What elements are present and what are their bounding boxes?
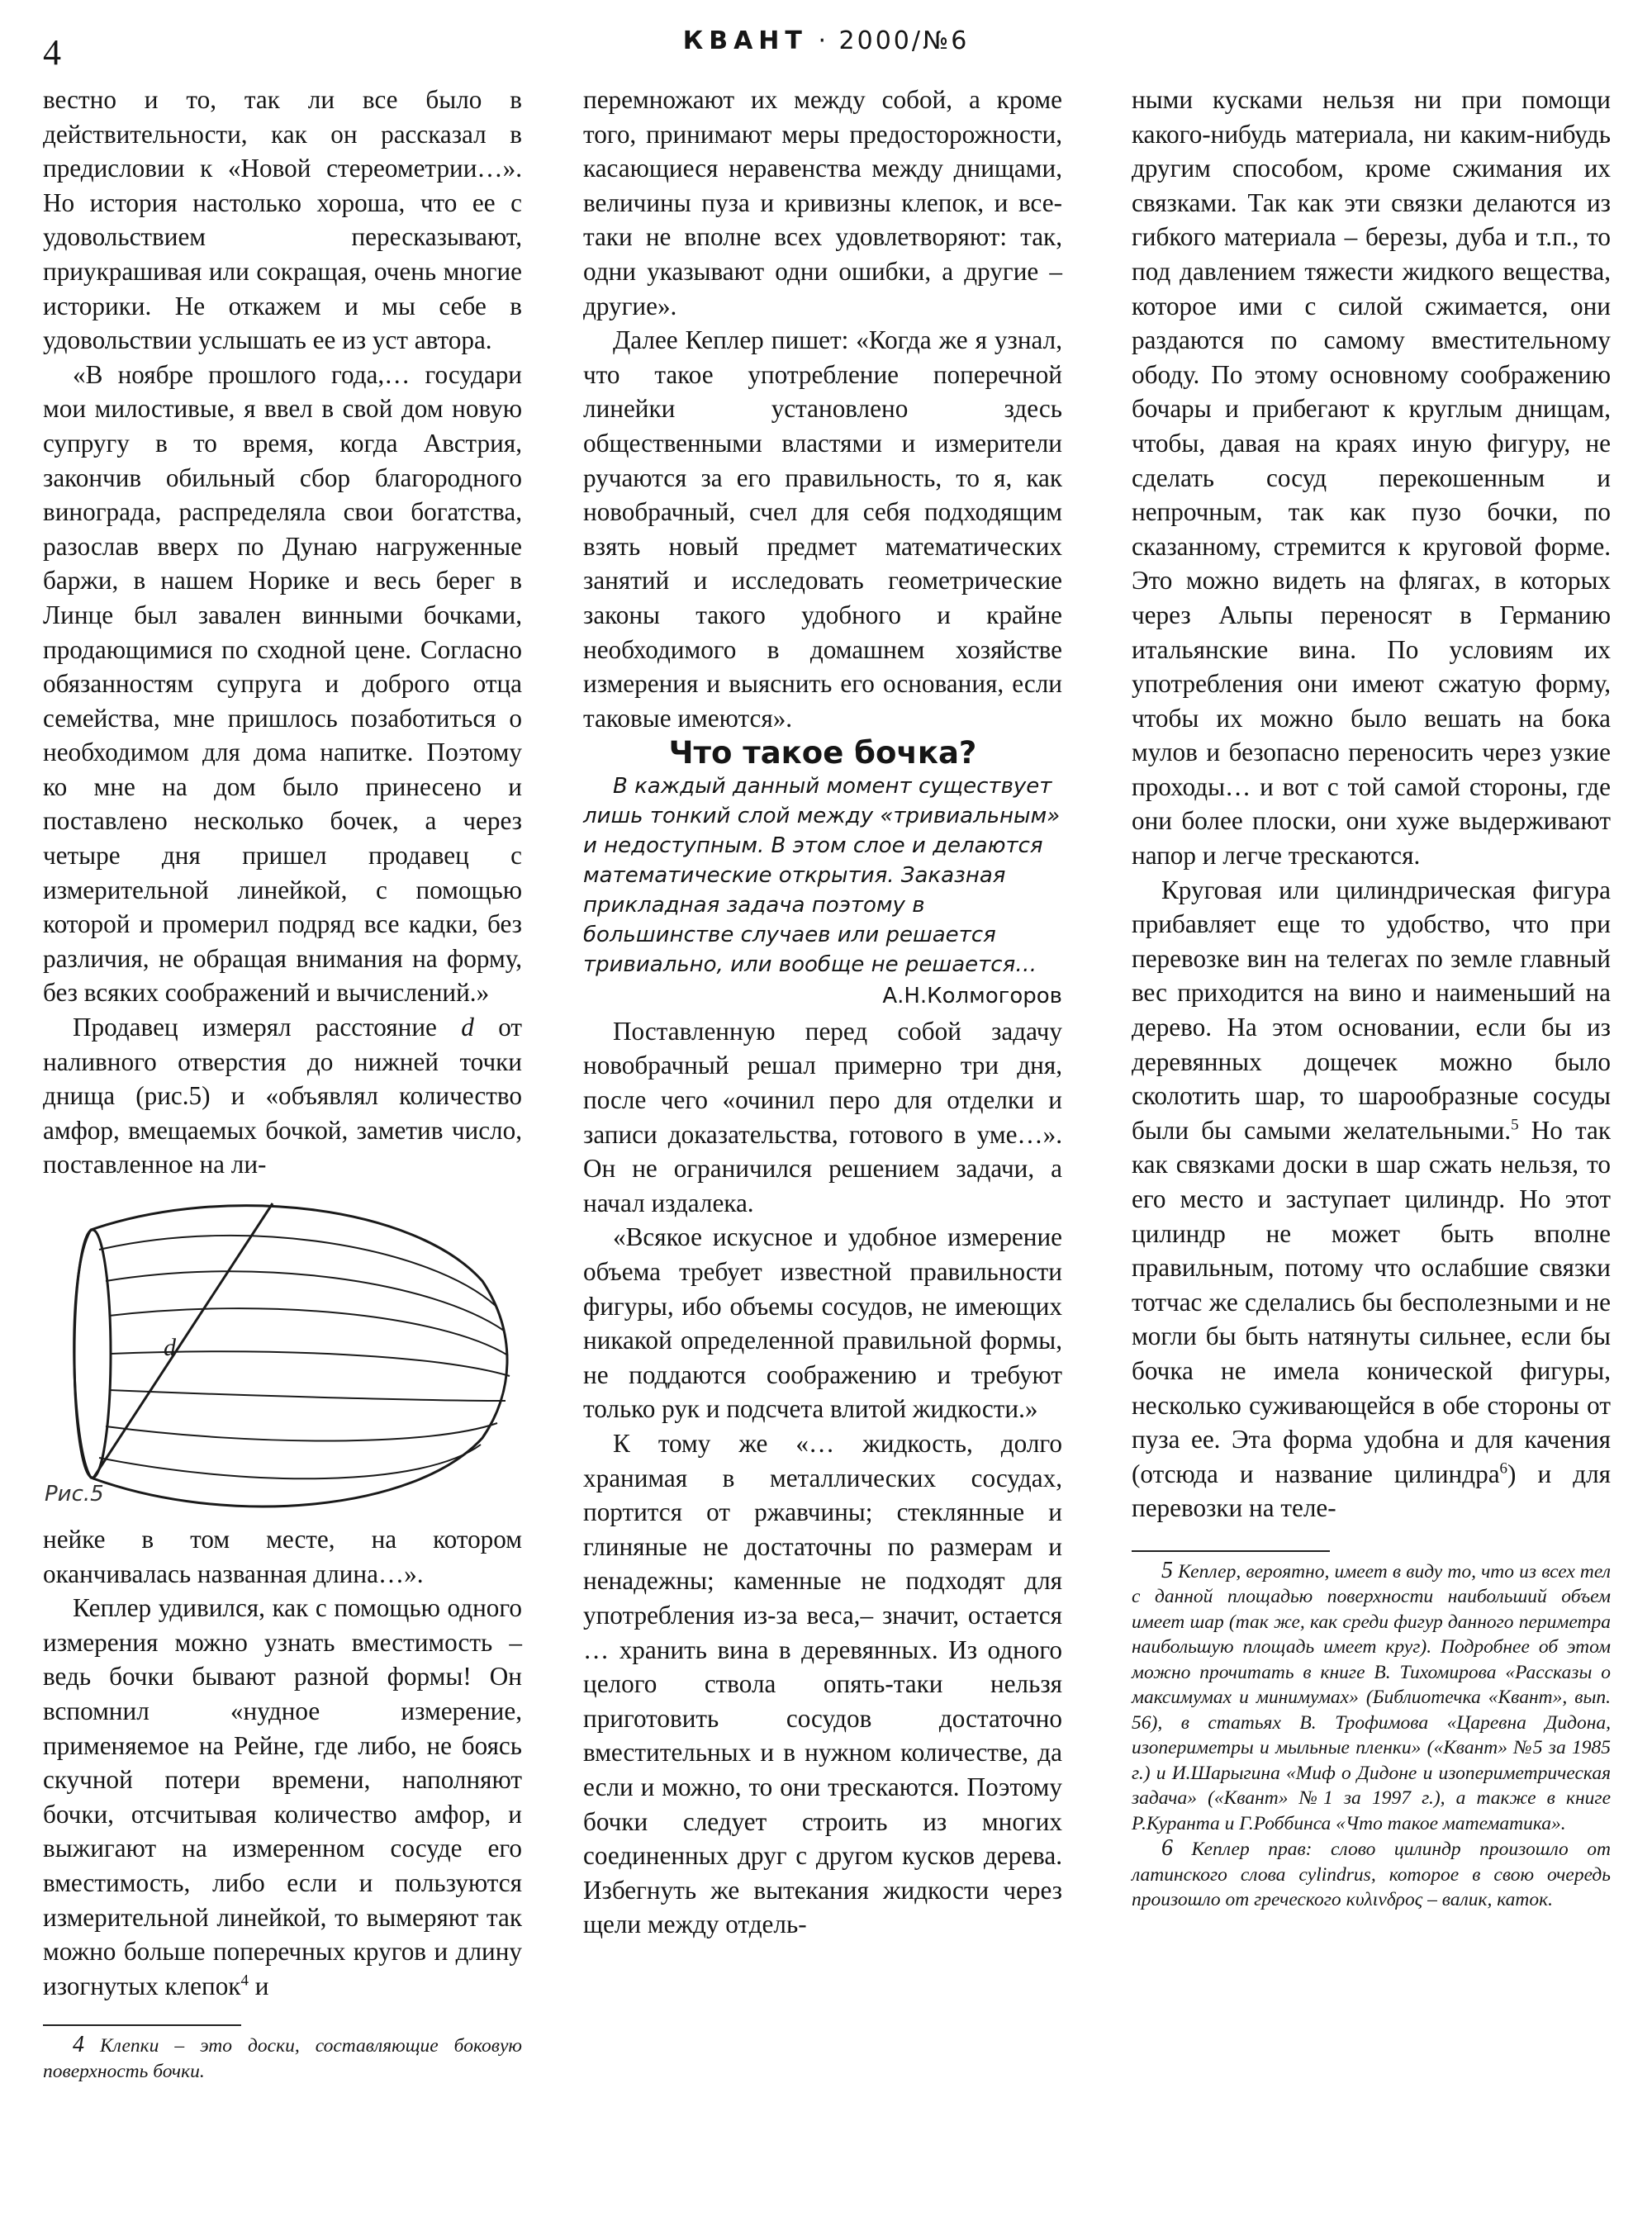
footnote-number: 6 bbox=[1161, 1835, 1173, 1862]
paragraph: Поставленную перед собой задачу новобрачный решал примерно три дня, после чего «очинил перо для отделки и записи доказательства, готового в уме…». Он не ограничился решением задачи, а начал издалека. bbox=[583, 1016, 1062, 1217]
paragraph-text: и bbox=[248, 1971, 269, 2000]
figure-caption: Рис.5 bbox=[45, 1482, 104, 1507]
issue-number: 2000/№6 bbox=[838, 26, 970, 55]
column-3 bbox=[1132, 83, 1611, 1913]
barrel-outline bbox=[74, 1206, 507, 1507]
footnote-number: 4 bbox=[73, 2032, 84, 2058]
header-separator: · bbox=[818, 26, 828, 55]
magazine-title: КВАНТ bbox=[682, 26, 808, 55]
footnote-number: 5 bbox=[1161, 1557, 1173, 1583]
epigraph: В каждый данный момент существует лишь тонкий слой между «тривиальным» и недоступным. В этом слое и делаются математические открытия. Заказная прикладная задача поэтому в большинстве случаев или решается тривиально, или вообще не решается… bbox=[583, 774, 1061, 978]
barrel-lid-ellipse bbox=[74, 1230, 111, 1478]
footnote-6 bbox=[1132, 1836, 1611, 1913]
footnote-text: Кеплер прав: слово цилиндр произошло от латинского слова cylindrus, которое в свою очередь произошло от греческого κυλινδρος – валик, каток. bbox=[1132, 1839, 1611, 1911]
paragraph-text: Но так как связками доски в шар сжать нельзя, то его место и заступает цилиндр. Но этот цилиндр не может быть вполне правильным, потому что ослабшие связки тотчас же сделались бы бесполезными и не могли бы быть натянуты сильнее, если бы бочка не имела конической фигуры, несколько суживающейся в обе стороны от пуза ее. Эта форма удобна и для качения (отсюда и название цилиндра bbox=[1132, 1115, 1611, 1488]
column-2 bbox=[583, 83, 1062, 1942]
paragraph: перемножают их между собой, а кроме того, принимают меры предосторожности, касающиеся неравенства между днищами, величины пуза и кривизны клепок, и все-таки не вполне всех удовлетворяют: так, одни указывают одни ошибки, а другие – другие». bbox=[583, 85, 1062, 320]
footnote-4 bbox=[43, 2033, 522, 2084]
footnote-rule bbox=[1132, 1550, 1330, 1552]
paragraph-text: Продавец измерял расстояние bbox=[73, 1013, 462, 1042]
paragraph: вестно и то, так ли все было в действительности, как он рассказал в предисловии к «Новой стереометрии…». Но история настолько хороша, что ее с удовольствием пересказывают, приукрашивая или сокращая, очень многие историки. Не откажем и мы себе в удовольствии услышать ее из уст автора. bbox=[43, 85, 522, 355]
paragraph-text: от наливного отверстия до нижней точки днища (рис.5) и «объявлял количество амфор, вмещаемых бочкой, заметив число, поставленное на ли- bbox=[43, 1013, 522, 1179]
barrel-stave bbox=[106, 1271, 504, 1331]
paragraph bbox=[43, 1591, 522, 2003]
paragraph bbox=[1132, 873, 1611, 1526]
paragraph-text: Круговая или цилиндрическая фигура прибавляет еще то удобство, что при перевозке вин на телегах по земле главный вес приходится на вино и наименьший на дерево. На этом основании, если бы из деревянных дощечек можно было сколотить шар, то шарообразные сосуды были бы самыми желательными. bbox=[1132, 875, 1611, 1145]
footnote-rule bbox=[43, 2024, 241, 2026]
paragraph: «Всякое искусное и удобное измерение объема требует известной правильности фигуры, ибо объемы сосудов, не имеющих никакой определенной правильной формы, не поддаются соображению и требуют только рук и подсчета влитой жидкости.» bbox=[583, 1222, 1062, 1424]
footnote-5 bbox=[1132, 1559, 1611, 1837]
footnote-ref-6: 6 bbox=[1499, 1459, 1508, 1478]
barrel-diagram bbox=[43, 1198, 522, 1512]
variable-d: d bbox=[461, 1013, 474, 1042]
section-heading: Что такое бочка? bbox=[668, 735, 977, 771]
barrel-stave bbox=[106, 1423, 497, 1441]
figure-label-d: d bbox=[164, 1334, 176, 1361]
paragraph-text: ) и для перевозки на теле- bbox=[1132, 1459, 1611, 1523]
barrel-figure bbox=[43, 1198, 522, 1512]
paragraph: нейке в том месте, на котором оканчивалась названная длина…». bbox=[43, 1525, 522, 1588]
footnote-ref-4: 4 bbox=[240, 1972, 249, 1990]
paragraph: К тому же «… жидкость, долго хранимая в металлических сосудах, портится от ржавчины; стеклянные и глиняные не достаточны по размерам и ненадежны; каменные не подходят для употребления из-за веса,– значит, остается … хранить вина в деревянных. Из одного целого ствола опять-таки нельзя приготовить сосудов достаточно вместительных и в нужном количестве, да если и можно, то они трескаются. Поэтому бочки следует строить из многих соединенных друг с другом кусков дерева. Избегнуть же вытекания жидкости через щели между отдель- bbox=[583, 1429, 1062, 1939]
footnote-text: Клепки – это доски, составляющие боковую поверхность бочки. bbox=[43, 2035, 522, 2082]
barrel-stave bbox=[109, 1390, 506, 1401]
column-1 bbox=[43, 83, 522, 2084]
running-header bbox=[0, 26, 1652, 55]
page-number: 4 bbox=[43, 32, 61, 73]
paragraph: Далее Кеплер пишет: «Когда же я узнал, что такое употребление поперечной линейки установлено здесь общественными властями и измерители ручаются за его правильность, то я, как новобрачный, счел для себя подходящим взять новый предмет математических занятий и исследовать геометрические законы такого удобного и крайне необходимого в домашнем хозяйстве измерения и выяснить его основания, если таковые имеются». bbox=[583, 325, 1062, 733]
paragraph: «В ноябре прошлого года,… государи мои милостивые, я ввел в свой дом новую супругу в то время, когда Австрия, закончив обильный сбор благородного винограда, распределяла свои богатства, разослав вверх по Дунаю нагруженные баржи, в нашем Норике и весь берег в Линце был завален винными бочками, продающимися по сходной цене. Согласно обязанностям супруга и доброго отца семейства, мне пришлось позаботиться о необходимом для дома напитке. Поэтому ко мне на дом было принесено и поставлено несколько бочек, а через четыре дня пришел продавец с измерительной линейкой, с помощью которой и промерил подряд все кадки, без различия, не обращая внимания на форму, без всяких соображений и вычислений.» bbox=[43, 359, 522, 1008]
paragraph-text: Кеплер удивился, как с помощью одного измерения можно узнать вместимость – ведь бочки бывают разной формы! Он вспомнил «нудное измерение, применяемое на Рейне, где либо, не боясь скучной потери времени, наполняют бочки, отсчитывая количество амфор, и выжигают на измеренном сосуде его вместимость, либо если и пользуются измерительной линейкой, то вымеряют так можно больше поперечных кругов и длину изогнутых клепок bbox=[43, 1593, 522, 2000]
footnote-ref-5: 5 bbox=[1511, 1116, 1519, 1134]
epigraph-author: А.Н.Колмогоров bbox=[882, 984, 1062, 1009]
footnote-text: Кеплер, вероятно, имеет в виду то, что из всех тел с данной площадью поверхности наибольший объем имеет шар (так же, как среди фигур данного периметра наибольшую площадь имеет круг). Подробнее об этом можно прочитать в книге В. Тихомирова «Рассказы о максимумах и минимумах» (Библиотечка «Квант», вып. 56), в статьях В. Трофимова «Царевна Дидона, изопериметры и мыльные пленки» («Квант» №5 за 1985 г.) и И.Шарыгина «Миф о Дидоне и изопериметрическая задача» («Квант» №1 за 1997 г.), а также в книге Р.Куранта и Г.Роббинса «Что такое математика». bbox=[1132, 1560, 1611, 1834]
barrel-stave bbox=[99, 1445, 481, 1478]
paragraph: ными кусками нельзя ни при помощи какого-нибудь материала, ни каким-нибудь другим способом, кроме сжимания их связками. Так как эти связки делаются из гибкого материала – березы, дуба и т.п., то под давлением тяжести жидкого вещества, которое ими с силой сжимается, они раздаются по самому вместительному ободу. По этому основному соображению бочары и прибегают к круглым днищам, чтобы, давая на краях иную фигуру, не сделать сосуд перекошенным и непрочным, так как пузо бочки, по сказанному, стремится к круговой форме. Это можно видеть на флягах, в которых через Альпы переносят в Германию итальянские вина. По условиям их употребления они имеют сжатую форму, чтобы их можно было вешать на бока мулов и безопасно переносить через узкие проходы… и вот с той самой стороны, где они более плоски, они хуже выдерживают напор и легче трескаются. bbox=[1132, 85, 1611, 871]
paragraph bbox=[43, 1010, 522, 1182]
